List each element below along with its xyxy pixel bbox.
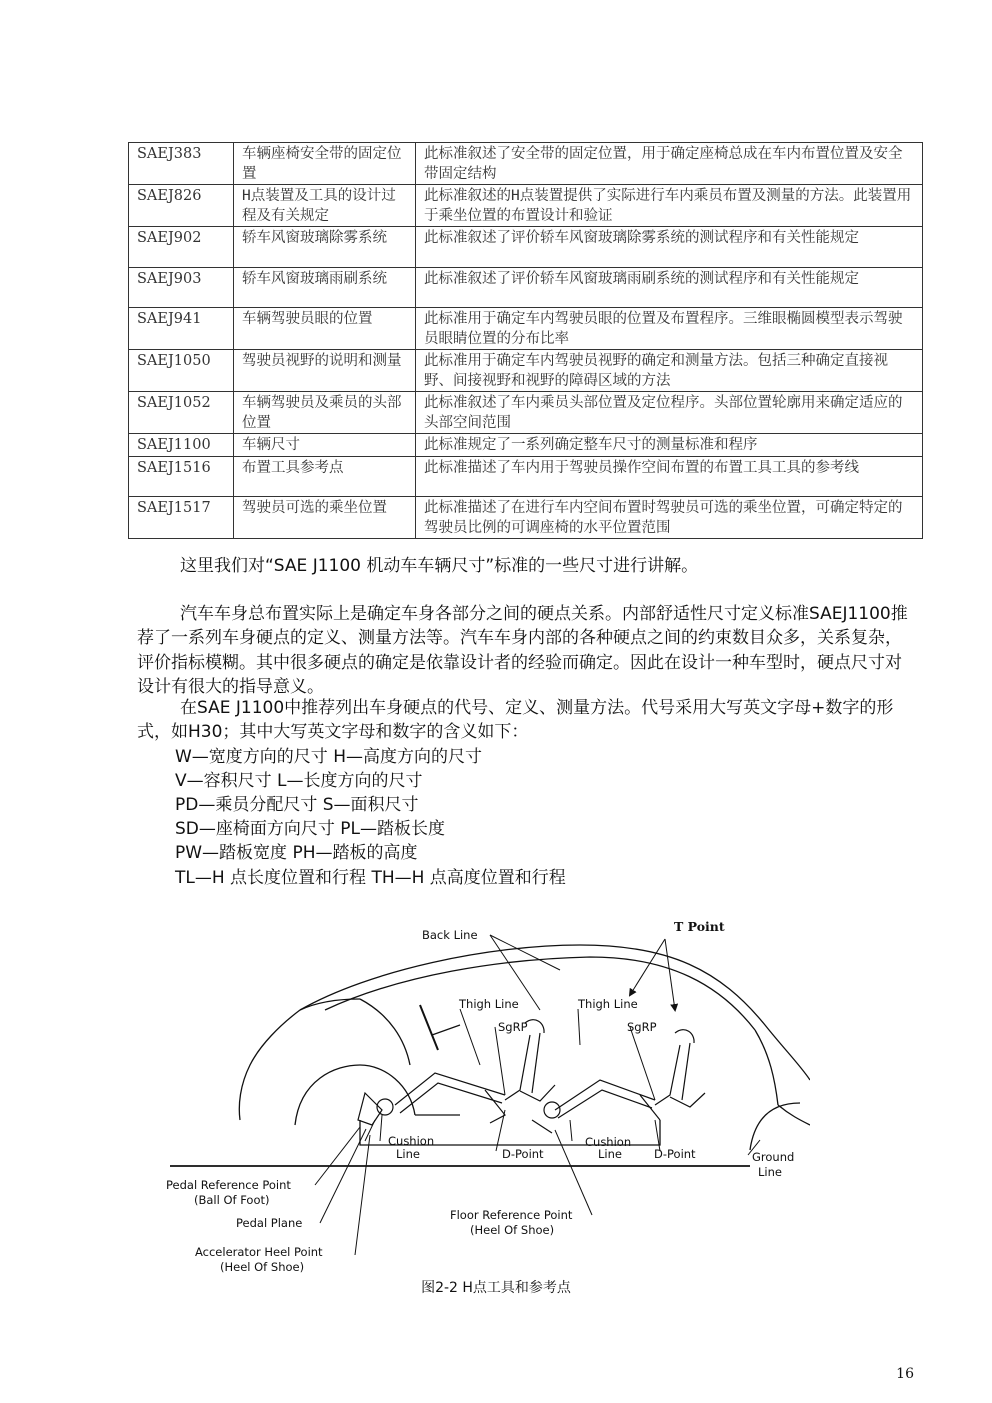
sgrp-rear-label: SgRP [627, 1020, 657, 1034]
ground-line-label-2: Line [758, 1165, 782, 1179]
standard-code-cell: SAEJ903 [129, 267, 234, 308]
code-meaning-line: PW—踏板宽度 PH—踏板的高度 [175, 843, 418, 863]
standard-code-cell: SAEJ826 [129, 185, 234, 227]
code-meaning-line: W—宽度方向的尺寸 H—高度方向的尺寸 [175, 747, 482, 767]
standard-code-cell: SAEJ1050 [129, 350, 234, 392]
cushion-line-rear-label-2: Line [598, 1147, 622, 1161]
standard-description-cell: 此标准叙述了评价轿车风窗玻璃除雾系统的测试程序和有关性能规定 [416, 227, 923, 268]
d-point-front-label: D-Point [502, 1147, 544, 1161]
code-meaning-line: SD—座椅面方向尺寸 PL—踏板长度 [175, 819, 446, 839]
table-row [129, 392, 923, 434]
standard-code-cell: SAEJ1052 [129, 392, 234, 434]
back-line-label: Back Line [422, 928, 478, 942]
floor-reference-point-label-2: (Heel Of Shoe) [470, 1223, 555, 1237]
cushion-line-front-label: Cushion [388, 1134, 435, 1148]
table-row [129, 267, 923, 308]
standard-code-cell: SAEJ1516 [129, 456, 234, 497]
accelerator-heel-point-label-2: (Heel Of Shoe) [220, 1260, 305, 1274]
standard-name-cell: 车辆驾驶员及乘员的头部位置 [234, 392, 416, 434]
table-row [129, 143, 923, 185]
table-row [129, 227, 923, 268]
standard-description-cell: 此标准用于确定车内驾驶员视野的确定和测量方法。包括三种确定直接视野、间接视野和视野的障碍区域的方法 [416, 350, 923, 392]
standard-code-cell: SAEJ1100 [129, 434, 234, 457]
codes-paragraph: 在SAE J1100中推荐列出车身硬点的代号、定义、测量方法。代号采用大写英文字母+数字的形式，如H30；其中大写英文字母和数字的含义如下： [137, 698, 894, 743]
table-row [129, 185, 923, 227]
standard-name-cell: 驾驶员可选的乘坐位置 [234, 497, 416, 539]
pedal-reference-point-label-2: (Ball Of Foot) [194, 1193, 270, 1207]
standard-description-cell: 此标准用于确定车内驾驶员眼的位置及布置程序。三维眼椭圆模型表示驾驶员眼睛位置的分布比率 [416, 308, 923, 350]
accelerator-heel-point-label: Accelerator Heel Point [195, 1245, 323, 1259]
standard-description-cell: 此标准规定了一系列确定整车尺寸的测量标准和程序 [416, 434, 923, 457]
standard-name-cell: 车辆驾驶员眼的位置 [234, 308, 416, 350]
thigh-line-rear-label: Thigh Line [578, 997, 638, 1011]
code-meaning-line: V—容积尺寸 L—长度方向的尺寸 [175, 771, 423, 791]
standard-name-cell: 驾驶员视野的说明和测量 [234, 350, 416, 392]
t-point-label: T Point [674, 919, 725, 934]
standard-name-cell: 车辆座椅安全带的固定位置 [234, 143, 416, 185]
standard-description-cell: 此标准叙述了车内乘员头部位置及定位程序。头部位置轮廓用来确定适应的头部空间范围 [416, 392, 923, 434]
standards-table-body [129, 143, 923, 539]
standards-table [128, 142, 923, 539]
standard-code-cell: SAEJ941 [129, 308, 234, 350]
standard-name-cell: 车辆尺寸 [234, 434, 416, 457]
code-meaning-line: PD—乘员分配尺寸 S—面积尺寸 [175, 795, 419, 815]
table-row [129, 456, 923, 497]
page-number: 16 [896, 1366, 914, 1382]
standard-description-cell: 此标准叙述了评价轿车风窗玻璃雨刷系统的测试程序和有关性能规定 [416, 267, 923, 308]
hardpoints-paragraph: 汽车车身总布置实际上是确定车身各部分之间的硬点关系。内部舒适性尺寸定义标准SAEJ1100推荐了一系列车身硬点的定义、测量方法等。汽车车身内部的各种硬点之间的约束数目众多，关系复杂，评价指标模糊。其中很多硬点的确定是依靠设计者的经验而确定。因此在设计一种车型时，硬点尺寸对设计有很大的指导意义。 [137, 604, 908, 697]
cushion-line-front-label-2: Line [396, 1147, 420, 1161]
h-point-figure [160, 915, 810, 1275]
leader-lines [315, 935, 760, 1255]
rear-occupant-manikin [532, 1030, 705, 1133]
standard-code-cell: SAEJ383 [129, 143, 234, 185]
standard-description-cell: 此标准叙述的H点装置提供了实际进行车内乘员布置及测量的方法。此装置用于乘坐位置的布置设计和验证 [416, 185, 923, 227]
intro-paragraph: 这里我们对“SAE J1100 机动车车辆尺寸”标准的一些尺寸进行讲解。 [180, 556, 699, 576]
table-row [129, 350, 923, 392]
standard-name-cell: 轿车风窗玻璃雨刷系统 [234, 267, 416, 308]
standard-code-cell: SAEJ902 [129, 227, 234, 268]
cushion-line-rear-label: Cushion [585, 1135, 632, 1149]
figure-caption: 图2-2 H点工具和参考点 [421, 1280, 571, 1296]
standard-name-cell: 布置工具参考点 [234, 456, 416, 497]
floor-reference-point-label: Floor Reference Point [450, 1208, 573, 1222]
ground-line-label: Ground [752, 1150, 795, 1164]
table-row [129, 497, 923, 539]
pedal-plane-label: Pedal Plane [236, 1216, 303, 1230]
standard-code-cell: SAEJ1517 [129, 497, 234, 539]
standard-name-cell: 轿车风窗玻璃除雾系统 [234, 227, 416, 268]
standard-description-cell: 此标准描述了车内用于驾驶员操作空间布置的布置工具工具的参考线 [416, 456, 923, 497]
d-point-rear-label: D-Point [654, 1147, 696, 1161]
thigh-line-front-label: Thigh Line [459, 997, 519, 1011]
standard-name-cell: H点装置及工具的设计过程及有关规定 [234, 185, 416, 227]
pedal-reference-point-label: Pedal Reference Point [166, 1178, 291, 1192]
standard-description-cell: 此标准描述了在进行车内空间布置时驾驶员可选的乘坐位置，可确定特定的驾驶员比例的可调座椅的水平位置范围 [416, 497, 923, 539]
sgrp-front-label: SgRP [498, 1020, 528, 1034]
table-row [129, 308, 923, 350]
car-body-outline [170, 945, 810, 1166]
table-row [129, 434, 923, 457]
code-meaning-line: TL—H 点长度位置和行程 TH—H 点高度位置和行程 [175, 868, 566, 888]
standard-description-cell: 此标准叙述了安全带的固定位置，用于确定座椅总成在车内布置位置及安全带固定结构 [416, 143, 923, 185]
